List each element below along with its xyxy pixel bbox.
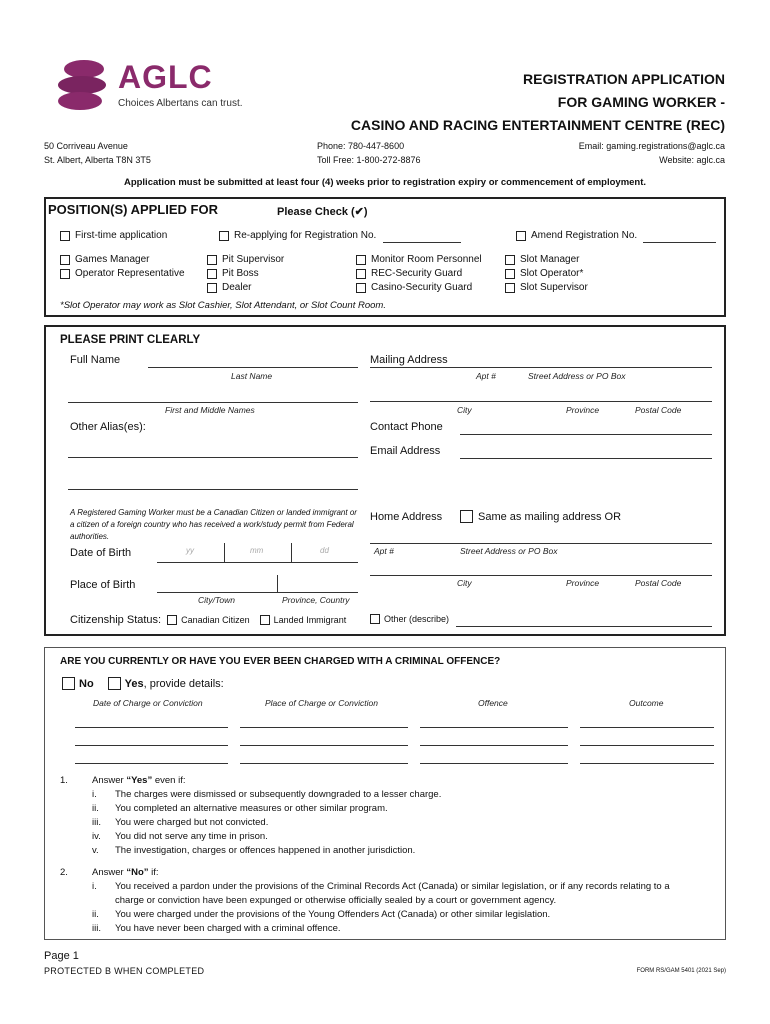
pit-boss-label: Pit Boss [222,268,259,279]
phone-contact [317,139,421,167]
contact-phone-field[interactable] [460,434,712,435]
yes-intro-pre: Answer [92,775,127,786]
no-intro-post: if: [148,867,159,878]
canadian-label: Canadian Citizen [181,615,250,625]
dob-divider-1 [224,543,225,562]
monitor-room-label: Monitor Room Personnel [371,254,482,265]
date-field-2[interactable] [75,745,228,746]
amend-label: Amend Registration No. [531,230,638,241]
citizen-note: A Registered Gaming Worker must be a Canadian Citizen or landed immigrant or a citizen of a foreign country who has received a work/study permit from Federal authorities. [70,508,357,541]
list-item: i. You received a pardon under the provisions of the Criminal Records Act (Canada) or similar legislation, or if any records relating to a [92,881,670,892]
first-middle-field[interactable] [68,402,358,403]
monitor-room-checkbox[interactable] [356,255,366,265]
home-city-caption: City [457,578,472,588]
dob-yy: yy [186,546,194,555]
mailing-contact [44,139,151,167]
slot-operator-checkbox[interactable] [505,269,515,279]
no-intro-bold: “No” [126,867,149,878]
landed-label: Landed Immigrant [273,615,347,625]
list-item: iii. You have never been charged with a criminal offence. [92,923,341,934]
dob-divider-2 [291,543,292,562]
col-outcome: Outcome [629,698,664,708]
pit-boss-checkbox[interactable] [207,269,217,279]
date-field-3[interactable] [75,763,228,764]
no-intro [92,866,159,880]
phone: Phone: 780-447-8600 [317,141,405,151]
email-contact: Email: gaming.registrations@aglc.ca [578,141,725,151]
dealer-checkbox[interactable] [207,283,217,293]
page-number: Page 1 [44,950,79,962]
offence-field-2[interactable] [420,745,568,746]
dob-label: Date of Birth [70,547,132,559]
no-intro-pre: Answer [92,867,127,878]
list-item: ii. You were charged under the provisions of the Young Offenders Act (Canada) or other similar legislation. [92,909,551,920]
prov-country-caption: Province, Country [282,595,350,605]
title-line-2: FOR GAMING WORKER - [557,94,725,110]
criminal-no-checkbox[interactable] [62,677,75,690]
list-item: v. The investigation, charges or offences happened in another jurisdiction. [92,845,416,856]
dob-field[interactable] [157,562,358,563]
last-name-caption: Last Name [231,371,273,381]
place-of-birth-field[interactable] [157,592,358,593]
casino-security-checkbox[interactable] [356,283,366,293]
home-city-field[interactable] [370,575,712,576]
alias-field-2[interactable] [68,489,358,490]
dob-mm: mm [250,546,264,555]
amend-checkbox[interactable] [516,231,526,241]
criminal-yes-suffix: , provide details: [143,677,224,690]
reapplying-checkbox[interactable] [219,231,229,241]
email-address-label: Email Address [370,445,441,457]
toll-free: Toll Free: 1-800-272-8876 [317,155,421,165]
city-town-caption: City/Town [198,595,236,605]
address-line-1: 50 Corriveau Avenue [44,141,128,151]
alias-field-1[interactable] [68,457,358,458]
dealer-label: Dealer [222,282,252,293]
pit-supervisor-checkbox[interactable] [207,255,217,265]
landed-checkbox[interactable] [260,615,270,625]
home-apt-caption: Apt # [374,546,394,556]
yes-intro-post: even if: [152,775,186,786]
mailing-address-label: Mailing Address [370,354,448,366]
criminal-question: ARE YOU CURRENTLY OR HAVE YOU EVER BEEN CHARGED WITH A CRIMINAL OFFENCE? [60,656,501,667]
outcome-field-1[interactable] [580,727,714,728]
list-item: charge or conviction have been expunged or otherwise officially sealed by a court or government agency. [115,895,557,906]
contact-phone-label: Contact Phone [370,421,443,433]
games-manager-checkbox[interactable] [60,255,70,265]
mailing-street-caption: Street Address or PO Box [528,371,626,381]
online-contact [579,139,725,167]
rec-security-label: REC-Security Guard [371,268,463,279]
list-item: i. The charges were dismissed or subsequently downgraded to a lesser charge. [92,789,442,800]
yes-list [92,788,441,858]
citizenship-label: Citizenship Status: [70,614,162,626]
other-citizenship-field[interactable] [456,626,712,627]
first-time-label: First-time application [75,230,168,241]
pit-supervisor-label: Pit Supervisor [222,254,285,265]
slot-operator-note: *Slot Operator may work as Slot Cashier, Slot Attendant, or Slot Count Room. [60,300,386,311]
outcome-field-3[interactable] [580,763,714,764]
website-contact: Website: aglc.ca [659,155,725,165]
same-as-mailing-checkbox[interactable] [460,510,473,523]
casino-security-label: Casino-Security Guard [371,282,473,293]
offence-field-1[interactable] [420,727,568,728]
slot-supervisor-checkbox[interactable] [505,283,515,293]
home-postal-caption: Postal Code [635,578,682,588]
mailing-apt-caption: Apt # [476,371,496,381]
other-citizenship-label: Other (describe) [384,614,450,624]
home-address-label: Home Address [370,511,443,523]
last-name-field[interactable] [148,367,358,368]
email-address-field[interactable] [460,458,712,459]
rec-security-checkbox[interactable] [356,269,366,279]
full-name-label: Full Name [70,354,121,366]
reapplying-number-field[interactable] [383,242,461,243]
form-number: FORM RS/GAM 5401 (2021 Sep) [636,968,726,974]
slot-manager-label: Slot Manager [520,254,580,265]
yes-intro-bold: “Yes” [126,775,153,786]
home-province-caption: Province [566,578,600,588]
outcome-field-2[interactable] [580,745,714,746]
col-offence: Offence [478,698,508,708]
amend-number-field[interactable] [643,242,716,243]
no-list [92,880,722,936]
other-alias-label: Other Alias(es): [70,421,146,433]
logo-text: AGLC [118,59,213,95]
list-item: ii. You completed an alternative measures or other similar program. [92,803,388,814]
logo-tagline: Choices Albertans can trust. [118,98,243,109]
logo-mark-icon [56,55,116,113]
list-item: iv. You did not serve any time in prison. [92,831,268,842]
home-street-caption: Street Address or PO Box [460,546,558,556]
address-line-2: St. Albert, Alberta T8N 3T5 [44,155,151,165]
list-item: iii. You were charged but not convicted. [92,817,269,828]
date-field-1[interactable] [75,727,228,728]
games-manager-label: Games Manager [75,254,150,265]
criminal-yes-checkbox[interactable] [108,677,121,690]
place-field-3[interactable] [240,763,408,764]
operator-rep-label: Operator Representative [75,268,185,279]
slot-supervisor-label: Slot Supervisor [520,282,588,293]
place-field-2[interactable] [240,745,408,746]
please-check-label: Please Check (✔) [277,206,368,218]
title-line-1: REGISTRATION APPLICATION [523,71,725,87]
criminal-no-label: No [79,677,94,690]
slot-manager-checkbox[interactable] [505,255,515,265]
place-field-1[interactable] [240,727,408,728]
place-of-birth-label: Place of Birth [70,579,136,591]
reapplying-label: Re-applying for Registration No. [234,230,377,241]
canadian-checkbox[interactable] [167,615,177,625]
offence-field-3[interactable] [420,763,568,764]
yes-number: 1. [60,775,68,786]
slot-operator-label: Slot Operator* [520,268,584,279]
home-street-field[interactable] [370,543,712,544]
dob-dd: dd [320,546,329,555]
print-clearly-heading: PLEASE PRINT CLEARLY [60,334,201,346]
pob-divider [277,575,278,592]
mailing-province-caption: Province [566,405,600,415]
position-heading: POSITION(S) APPLIED FOR [48,202,218,217]
yes-intro [92,774,186,788]
mailing-street-field[interactable] [370,367,712,368]
col-date: Date of Charge or Conviction [93,698,203,708]
first-time-checkbox[interactable] [60,231,70,241]
col-place: Place of Charge or Conviction [265,698,378,708]
mailing-postal-caption: Postal Code [635,405,682,415]
no-number: 2. [60,867,68,878]
title-line-3: CASINO AND RACING ENTERTAINMENT CENTRE (REC) [350,117,725,133]
criminal-yes-label: Yes [124,677,144,690]
mailing-city-caption: City [457,405,472,415]
protected-label: PROTECTED B WHEN COMPLETED [44,966,205,976]
submission-notice: Application must be submitted at least four (4) weeks prior to registration expiry or commencement of employment. [123,177,647,188]
form-title [305,68,725,137]
same-as-mailing-label: Same as mailing address OR [478,510,622,523]
mailing-city-field[interactable] [370,401,712,402]
first-middle-caption: First and Middle Names [165,405,255,415]
aglc-logo [56,55,256,115]
operator-rep-checkbox[interactable] [60,269,70,279]
other-citizenship-checkbox[interactable] [370,614,380,624]
